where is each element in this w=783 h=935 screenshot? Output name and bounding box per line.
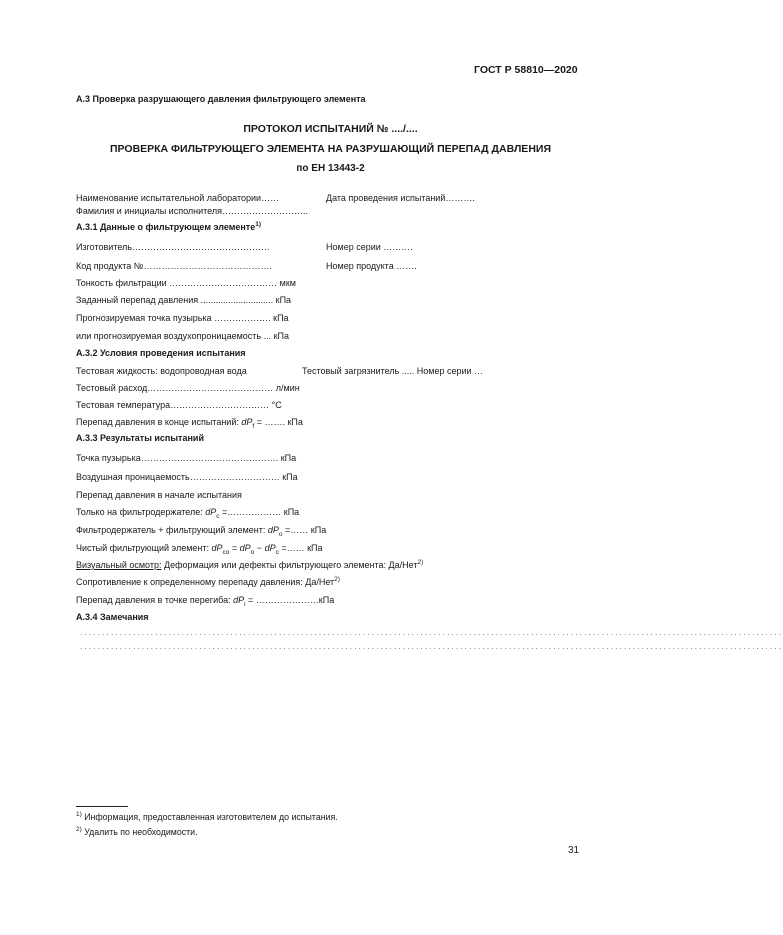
subsection-a32-title: А.3.2 Условия проведения испытания [76,348,246,358]
clean-element-sub3: c [275,548,279,556]
clean-element-suffix: =…… кПа [278,543,323,553]
footnote-ref-2b: 2) [334,576,340,583]
clean-element-mid2: − [254,543,265,553]
resistance-text: Сопротивление к определенному перепаду давления: Да/Нет [76,577,335,587]
end-drop-sub: f [252,422,255,430]
standard-number: ГОСТ Р 58810—2020 [474,64,578,76]
clean-element-sub2: o [250,548,255,556]
holder-plus-element-field [76,525,327,538]
protocol-title-line2: ПРОВЕРКА ФИЛЬТРУЮЩЕГО ЭЛЕМЕНТА НА РАЗРУШАЮЩИЙ ПЕРЕПАД ДАВЛЕНИЯ [109,143,551,155]
end-drop-var: dP [241,417,253,427]
section-title: А.3 Проверка разрушающего давления фильтрующего элемента [76,94,366,104]
footnote-ref-1: 1) [255,221,261,228]
visual-check-field [76,560,423,570]
end-drop-suffix: = ……. кПа [254,417,303,427]
test-contaminant-field: Тестовый загрязнитель ..... Номер серии … [302,366,484,376]
remarks-line-1: ............................................................................................................................................................... [80,628,783,637]
clean-element-sub1: co [222,548,230,556]
product-number-field: Номер продукта ……. [326,261,417,271]
test-liquid-field: Тестовая жидкость: водопроводная вода [76,366,247,376]
series-number-field: Номер серии ………. [326,242,413,252]
end-pressure-drop-field [76,417,303,430]
holder-plus-suffix: =…… кПа [282,525,327,535]
inflection-prefix: Перепад давления в точке перегиба: [76,595,234,605]
visual-check-label: Визуальный осмотр: [76,560,162,570]
footnote-2 [76,827,198,837]
holder-only-field [76,507,300,520]
footnote-separator [76,806,128,807]
inflection-sub: i [244,600,246,608]
holder-plus-var: dP [267,525,279,535]
end-drop-prefix: Перепад давления в конце испытаний: [76,417,242,427]
clean-element-var1: dP [211,543,223,553]
visual-check-text: Деформация или дефекты фильтрующего элемента: Да/Нет [161,560,418,570]
clean-element-prefix: Чистый фильтрующий элемент: [76,543,212,553]
holder-only-sub: c [216,512,220,520]
clean-element-mid1: = [229,543,240,553]
inflection-var: dP [233,595,245,605]
clean-element-field [76,543,323,556]
protocol-title-line3: по ЕН 13443-2 [296,163,365,174]
test-date-field: Дата проведения испытаний………. [326,193,475,203]
remarks-line-2: ............................................................................................................................................................... [80,642,783,651]
air-permeability-field: Воздушная проницаемость………………………… кПа [76,472,298,482]
footnote-2-text: Удалить по необходимости. [84,827,198,837]
clean-element-var2: dP [239,543,251,553]
holder-only-var: dP [205,507,217,517]
test-temperature-field: Тестовая температура…………………………… °С [76,400,282,410]
set-pressure-drop-field: Заданный перепад давления ............................. кПа [76,295,292,305]
inflection-suffix: = …………………кПа [245,595,335,605]
subsection-a34-title: А.3.4 Замечания [76,612,149,622]
air-permeability-forecast-field: или прогнозируемая воздухопроницаемость ... кПа [76,331,290,341]
footnote-1 [76,812,338,822]
test-flow-field: Тестовый расход…………………………………… л/мин [76,383,300,393]
operator-field: Фамилия и инициалы исполнителя……………………….. [76,206,308,216]
start-pressure-drop-label: Перепад давления в начале испытания [76,490,242,500]
footnote-ref-2a: 2) [417,559,424,566]
footnote-1-text: Информация, предоставленная изготовителем до испытания. [84,812,338,822]
filtration-fineness-field: Тонкость фильтрации ……………………………… мкм [76,278,296,288]
clean-element-var3: dP [264,543,276,553]
product-code-field: Код продукта №……………………………………. [76,261,272,271]
subsection-a33-title: А.3.3 Результаты испытаний [76,433,204,443]
page-number: 31 [568,845,580,856]
footnote-1-mark: 1) [76,811,82,819]
holder-only-prefix: Только на фильтродержателе: [76,507,206,517]
bubble-point-forecast-field: Прогнозируемая точка пузырька ………………. кПа [76,313,289,323]
holder-plus-sub: o [278,530,283,538]
subsection-a31 [76,222,261,232]
holder-only-suffix: =……………… кПа [219,507,300,517]
subsection-a31-title: А.3.1 Данные о фильтрующем элементе [76,222,256,232]
bubble-point-field: Точка пузырька………………………………………. кПа [76,453,297,463]
holder-plus-prefix: Фильтродержатель + фильтрующий элемент: [76,525,268,535]
footnote-2-mark: 2) [76,826,82,834]
lab-name-field: Наименование испытательной лаборатории…… [76,193,280,203]
protocol-title-line1: ПРОТОКОЛ ИСПЫТАНИЙ № ..../.... [243,123,418,135]
manufacturer-field: Изготовитель………………………………………. [76,242,270,252]
resistance-field [76,577,340,587]
inflection-drop-field [76,595,335,608]
